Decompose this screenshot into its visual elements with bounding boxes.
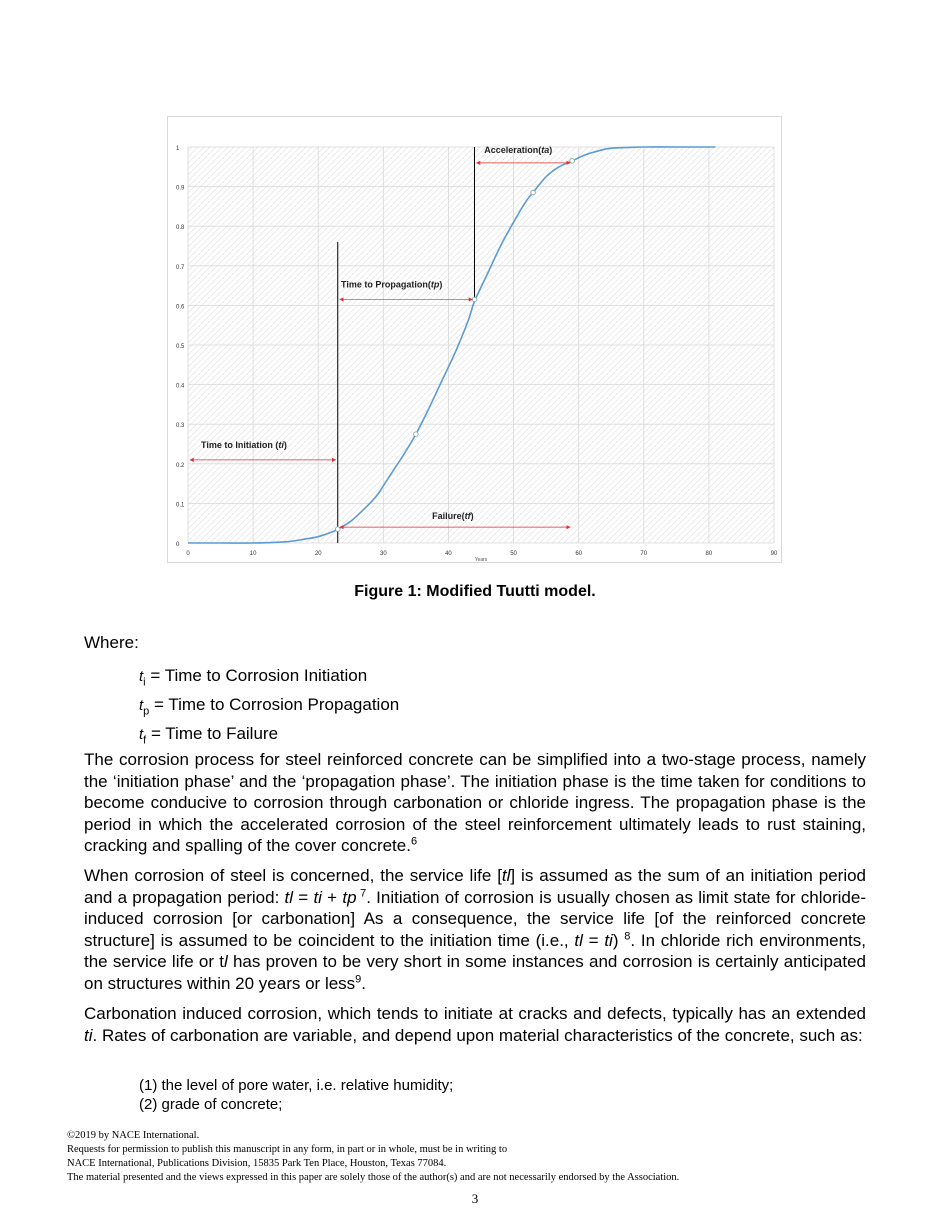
list-item: (2) grade of concrete; [139, 1096, 283, 1113]
x-tick-label: 90 [770, 551, 778, 557]
tuutti-chart [168, 117, 783, 564]
footer-line: ©2019 by NACE International. [67, 1130, 200, 1141]
material-characteristics-list [139, 1076, 453, 1114]
definition-ti: $t_i$ = Time to Corrosion Initiation [139, 666, 368, 689]
figure-frame [167, 116, 782, 563]
x-tick-label: 30 [379, 551, 387, 557]
footer-line: NACE International, Publications Division, 15835 Park Ten Place, Houston, Texas 77084. [67, 1158, 447, 1169]
y-tick-label: 0.7 [176, 264, 185, 271]
annotation-label: Time to Initiation (ti) [201, 439, 287, 450]
x-tick-label: 70 [640, 551, 648, 557]
annotation-label: Failure(tf) [432, 511, 474, 522]
y-tick-label: 0.8 [176, 225, 185, 232]
curve-marker-point [414, 432, 419, 437]
x-axis-label: Years [474, 557, 488, 563]
x-tick-label: 40 [445, 551, 452, 557]
x-tick-label: 10 [249, 551, 257, 557]
definition-tf: $t_f$ = Time to Failure [139, 723, 279, 747]
curve-marker-point [570, 159, 575, 164]
y-tick-label: 0.9 [176, 185, 185, 192]
definition-tp: $t_p$ = Time to Corrosion Propagation [139, 694, 400, 718]
y-tick-label: 0.3 [176, 423, 185, 430]
footer-line: The material presented and the views expressed in this paper are solely those of the author(s) and are not necessarily endorsed by the Association. [67, 1172, 680, 1183]
x-tick-label: 60 [575, 551, 583, 557]
y-tick-label: 1 [176, 146, 180, 152]
x-tick-label: 20 [314, 551, 322, 557]
y-tick-label: 0.1 [176, 502, 185, 509]
curve-marker-point [531, 190, 536, 195]
paragraph-carbonation: Carbonation induced corrosion, which tends to initiate at cracks and defects, typically has an extended ti. Rates of carbonation are variable, and depend upon material characteristics of the concrete, such as: [84, 1004, 866, 1045]
annotation-label: Time to Propagation(tp) [341, 279, 443, 290]
where-label: Where: [84, 633, 139, 652]
x-tick-label: 50 [510, 551, 517, 557]
y-tick-label: 0 [176, 542, 180, 548]
x-tick-label: 80 [705, 551, 713, 557]
figure-caption: Figure 1: Modified Tuutti model. [354, 583, 596, 600]
x-tick-label: 0 [186, 551, 190, 557]
paragraph-service-life: When corrosion of steel is concerned, the service life [tl] is assumed as the sum of an initiation period and a propagation period: tl = ti + tp $^7$. Initiation of corrosion is usually chosen as limit state for chloride-induced corrosion [or carbonation] As a consequence, the service life [of the reinforced concrete structure] is assumed to be coincident to the initiation time (i.e., tl = ti) $^8$. In chloride rich environments, the service life or tl has proven to be very short in some instances and corrosion is certainly anticipated on structures within 20 years or less$^9$. [84, 866, 866, 993]
y-tick-label: 0.2 [176, 462, 185, 469]
curve-marker-point [335, 527, 340, 532]
copyright-footer [67, 1129, 679, 1185]
y-tick-label: 0.4 [176, 383, 185, 390]
definitions-list [139, 665, 399, 752]
curve-marker-point [472, 297, 477, 302]
footer-line: Requests for permission to publish this manuscript in any form, in part or in whole, must be in writing to [67, 1144, 508, 1155]
annotation-label: Acceleration(ta) [484, 144, 553, 155]
list-item: (1) the level of pore water, i.e. relative humidity; [139, 1077, 454, 1094]
y-tick-label: 0.5 [176, 344, 185, 350]
y-tick-label: 0.6 [176, 304, 185, 311]
page-number: 3 [471, 1191, 479, 1206]
paragraph-corrosion-process: The corrosion process for steel reinforced concrete can be simplified into a two-stage process, namely the ‘initiation phase’ and the ‘propagation phase’. The initiation phase is the time taken for conditions to become conducive to corrosion through carbonation or chloride ingress. The propagation phase is the period in which the accelerated corrosion of the steel reinforcement ultimately leads to rust staining, cracking and spalling of the cover concrete.$^6$ [84, 750, 866, 855]
